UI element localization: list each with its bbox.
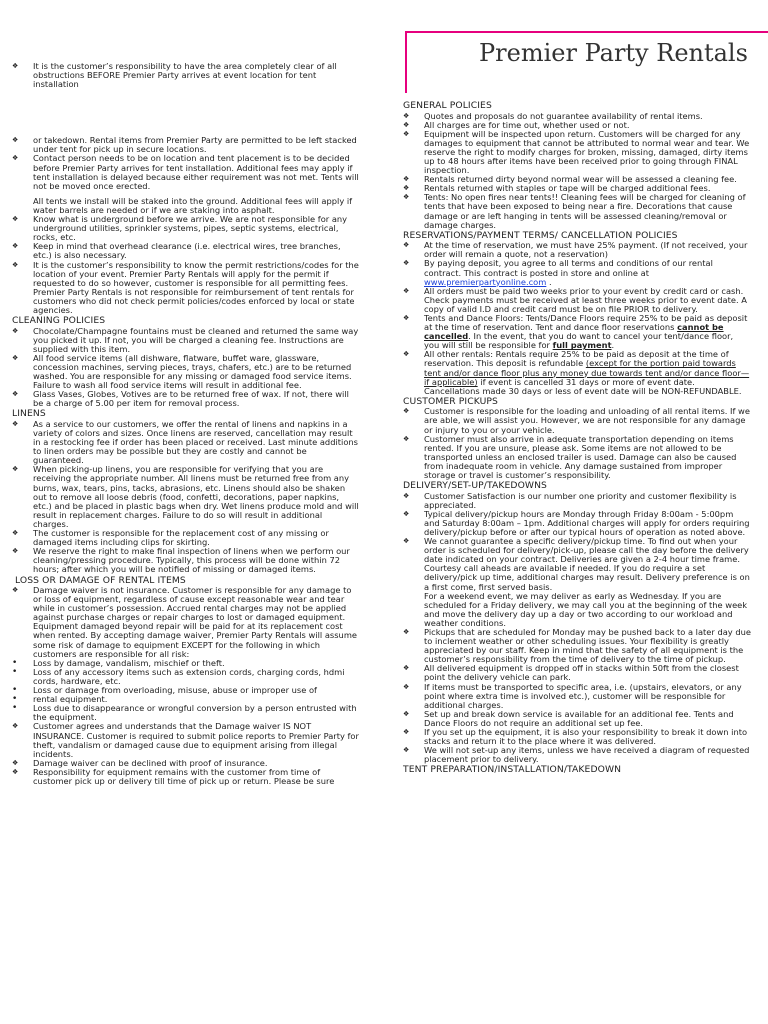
- section-heading-delivery: DELIVERY/SET-UP/TAKEDOWNS: [403, 480, 547, 492]
- list-item: ❖ All delivered equipment is dropped off in stacks within 50ft from the closest point the delivery vehicle can park.: [403, 663, 739, 683]
- list-item: ❖ All charges are for time out, whether used or not.: [403, 119, 630, 130]
- left-column: [12, 62, 359, 786]
- list-item: ❖ We cannot guarantee a specific delivery/pickup time. To find out when your order is scheduled for delivery/pick-up, please call the day before the delivery date indicated on your contract. Deliveries are given a 2-4 hour time frame. Courtesy call aheads are available if needed. If you do require a set delivery/pick up time, additional charges may result. Delivery preference is on a first come, first served basis.: [403, 536, 750, 592]
- section-heading-loss: LOSS OR DAMAGE OF RENTAL ITEMS: [15, 574, 186, 586]
- list-item: ❖ We will not set-up any items, unless we have received a diagram of requested placement prior to delivery.: [403, 745, 750, 765]
- list-item: ❖ All other rentals: Rentals require 25% to be paid as deposit at the time of reservation. This deposit is refundable (except for the portion paid towards tent and/or dance floor plus any money due towards tent and/or dance floor—if applicable) if event is cancelled 31 days or more of event date. Cancellations made 30 days or less of event date will be NON-REFUNDABLE.: [403, 349, 750, 396]
- list-item: ❖ Rentals returned with staples or tape will be charged additional fees.: [403, 183, 711, 194]
- list-item: ❖ Quotes and proposals do not guarantee availability of rental items.: [403, 110, 703, 121]
- list-item: ❖ Customer Satisfaction is our number one priority and customer flexibility is appreciated.: [403, 490, 737, 510]
- list-item: • Loss due to disappearance or wrongful conversion by a person entrusted with the equipment.: [12, 703, 357, 723]
- list-item: ❖ Equipment will be inspected upon return. Customers will be charged for any damages to equipment that cannot be attributed to normal wear and tear. We reserve the right to modify charges for broken, missing, damaged, dirty items up to 48 hours after items have been received prior to going through FINAL inspection.: [403, 128, 750, 176]
- page-title: Premier Party Rentals: [479, 39, 748, 67]
- list-item: ❖ Keep in mind that overhead clearance (i.e. electrical wires, tree branches, etc.) is also necessary.: [12, 241, 341, 261]
- section-heading-cleaning: CLEANING POLICIES: [12, 315, 106, 327]
- list-item: • Loss of any accessory items such as extension cords, charging cords, hdmi: [12, 666, 345, 677]
- list-item: ❖ When picking-up linens, you are responsible for verifying that you are receiving the appropriate number. All linens must be returned free from any burns, wax, tears, pins, tacks, abrasions, etc. Linens should also be shaken out to remove all loose debris (food, confetti, decorations, paper napkins, etc.) and be placed in plastic bags when dry. Wet linens produce mold and will result in replacement charges. Failure to do so will result in additional charges.: [12, 464, 359, 529]
- list-item: ❖ We reserve the right to make final inspection of linens when we perform our cleaning/pressing procedure. Typically, this process will be done within 72 hours; after which you will be notified of missing or damaged items.: [12, 546, 350, 575]
- list-item: ❖ Customer must also arrive in adequate transportation depending on items rented. If you are unsure, please ask. Some items are not allowed to be transported unless an enclosed trailer is used. Damage can also be caused from inadequate room in vehicle. Any damage sustained from improper storage or travel is customer’s responsibility.: [403, 433, 737, 480]
- paragraph: For a weekend event, we may deliver as early as Wednesday. If you are scheduled for a Friday delivery, we may call you at the beginning of the week and move the delivery day up a day or two according to our workload and weather conditions.: [424, 590, 748, 628]
- list-item: ❖ If items must be transported to specific area, i.e. (upstairs, elevators, or any point where extra time is involved etc.), customer will be responsible for additional charges.: [403, 681, 742, 710]
- list-item: ❖ Chocolate/Champagne fountains must be cleaned and returned the same way you picked it up. If not, you will be charged a cleaning fee. Instructions are supplied with this item.: [12, 325, 359, 354]
- list-item: ❖ Tents: No open fires near tents!! Cleaning fees will be charged for cleaning of tents that have been exposed to being near a fire. Decorations that cause damage or are left hanging in tents will be assessed cleaning/removal or damage charges.: [403, 192, 746, 230]
- section-heading-reservations: RESERVATIONS/PAYMENT TERMS/ CANCELLATION POLICIES: [403, 229, 678, 241]
- list-item: ❖ Damage waiver is not insurance. Customer is responsible for any damage to or loss of equipment, regardless of cause except reasonable wear and tear while in customer’s possession. Accrued rental charges may not be applied against purchase charges or repair charges to lost or damaged equipment. Equipment damaged beyond repair will be paid for at its replacement cost when rented. By accepting damage waiver, Premier Party Rentals will assume some risk of damage to equipment EXCEPT for the following in which customers are responsible for all risk:: [12, 585, 358, 659]
- right-column: [403, 100, 751, 776]
- list-item: ❖ or takedown. Rental items from Premier Party are permitted to be left stacked under tent for pick up in secure locations.: [12, 135, 357, 155]
- title-box: [405, 31, 768, 93]
- list-item: • Loss or damage from overloading, misuse, abuse or improper use of: [12, 685, 317, 696]
- list-item: ❖ It is the customer’s responsibility to know the permit restrictions/codes for the location of your event. Premier Party Rentals will apply for the permit if requested to do so however, customer is responsible for all permitting fees. Premier Party Rentals is not responsible for reimbursement of tent rentals for customers who did not check permit policies/codes enforced by local or state agencies.: [12, 259, 359, 315]
- list-item: ❖ If you set up the equipment, it is also your responsibility to break it down into stacks and return it to the place where it was delivered.: [403, 727, 748, 747]
- list-item: ❖ All food service items (all dishware, flatware, buffet ware, glassware, concession machines, serving pieces, trays, chafers, etc.) are to be returned washed. You are responsible for any missing or damaged food service items. Failure to wash all food service items will result in additional fee.: [12, 352, 352, 391]
- list-item: ❖ Customer agrees and understands that the Damage waiver IS NOT INSURANCE. Customer is required to submit police reports to Premier Party for theft, vandalism or damaged cause due to equipment arising from illegal incidents.: [12, 721, 359, 759]
- list-item: ❖ Customer is responsible for the loading and unloading of all rental items. If we are able, we will assist you. However, we are not responsible for any damage or injury to you or your vehicle.: [403, 406, 750, 435]
- list-item: ❖ The customer is responsible for the replacement cost of any missing or damaged items including clips for skirting.: [12, 528, 329, 548]
- list-item: • rental equipment.: [12, 694, 108, 705]
- list-item: ❖ All orders must be paid two weeks prior to your event by credit card or cash. Check payments must be received at least three weeks prior to event date. A copy of valid I.D and credit card must be on file PRIOR to delivery.: [403, 285, 747, 314]
- list-item: ❖ At the time of reservation, we must have 25% payment. (If not received, your order will remain a quote, not a reservation): [403, 240, 748, 260]
- list-item: ❖ Pickups that are scheduled for Monday may be pushed back to a later day due to inclement weather or other scheduling issues. Your flexibility is greatly appreciated by our staff. Keep in mind that the safety of all equipment is the customer’s responsibility from the time of delivery to the time of pickup.: [403, 626, 751, 665]
- section-heading-linens: LINENS: [12, 408, 46, 420]
- list-item: ❖ Know what is underground before we arrive. We are not responsible for any underground utilities, sprinkler systems, pipes, septic systems, electrical, rocks, etc.: [12, 214, 348, 243]
- list-item: ❖ Responsibility for equipment remains with the customer from time of customer pick up or delivery till time of pick up or return. Please be sure: [12, 766, 335, 786]
- list-item: ❖ Set up and break down service is available for an additional fee. Tents and Dance Floors do not require an additional set up fee.: [403, 708, 734, 728]
- list-item: ❖ Damage waiver can be declined with proof of insurance.: [12, 757, 268, 768]
- list-item: ❖ Glass Vases, Globes, Votives are to be returned free of wax. If not, there will be a charge of 5.00 per item for removal process.: [12, 389, 349, 409]
- list-item: ❖ Contact person needs to be on location and tent placement is to be decided before Premier Party arrives for tent installation. Additional fees may apply if tent installation is delayed because either requirement was not met. Tents will not be moved once erected.: [12, 153, 359, 191]
- list-item: ❖ Rentals returned dirty beyond normal wear will be assessed a cleaning fee.: [403, 174, 737, 185]
- list-item: ❖ As a service to our customers, we offer the rental of linens and napkins in a variety of colors and sizes. Once linens are reserved, cancellation may result in a restocking fee if order has been placed or received. Last minute additions to linen orders may be possible but they are costly and cannot be guaranteed.: [12, 418, 358, 466]
- section-heading-general: GENERAL POLICIES: [403, 100, 492, 111]
- paragraph: cords, hardware, etc.: [33, 675, 121, 686]
- list-item: ❖ It is the customer’s responsibility to have the area completely clear of all obstructions BEFORE Premier Party arrives at event location for tent installation: [12, 61, 337, 90]
- list-item: ❖ Tents and Dance Floors: Tents/Dance Floors require 25% to be paid as deposit at the time of reservation. Tent and dance floor reservations cannot be cancelled. In the event, that you do want to cancel your tent/dance floor, you will still be responsible for full payment.: [403, 312, 748, 351]
- list-item: ❖ By paying deposit, you agree to all terms and conditions of our rental contract. This contract is posted in store and online at www.premierpartyonline.com .: [403, 258, 713, 287]
- section-heading-tent: TENT PREPARATION/INSTALLATION/TAKEDOWN: [403, 764, 622, 776]
- website-link[interactable]: www.premierpartyonline.com: [424, 276, 547, 287]
- paragraph: All tents we install will be staked into the ground. Additional fees will apply if water barrels are needed or if we are staking into asphalt.: [33, 195, 353, 215]
- list-item: • Loss by damage, vandalism, mischief or theft.: [12, 657, 225, 668]
- list-item: ❖ Typical delivery/pickup hours are Monday through Friday 8:00am - 5:00pm and Saturday 8:00am – 1pm. Additional charges will apply for orders requiring delivery/pickup before or after our typical hours of operation as noted above.: [403, 508, 750, 537]
- section-heading-pickups: CUSTOMER PICKUPS: [403, 395, 498, 407]
